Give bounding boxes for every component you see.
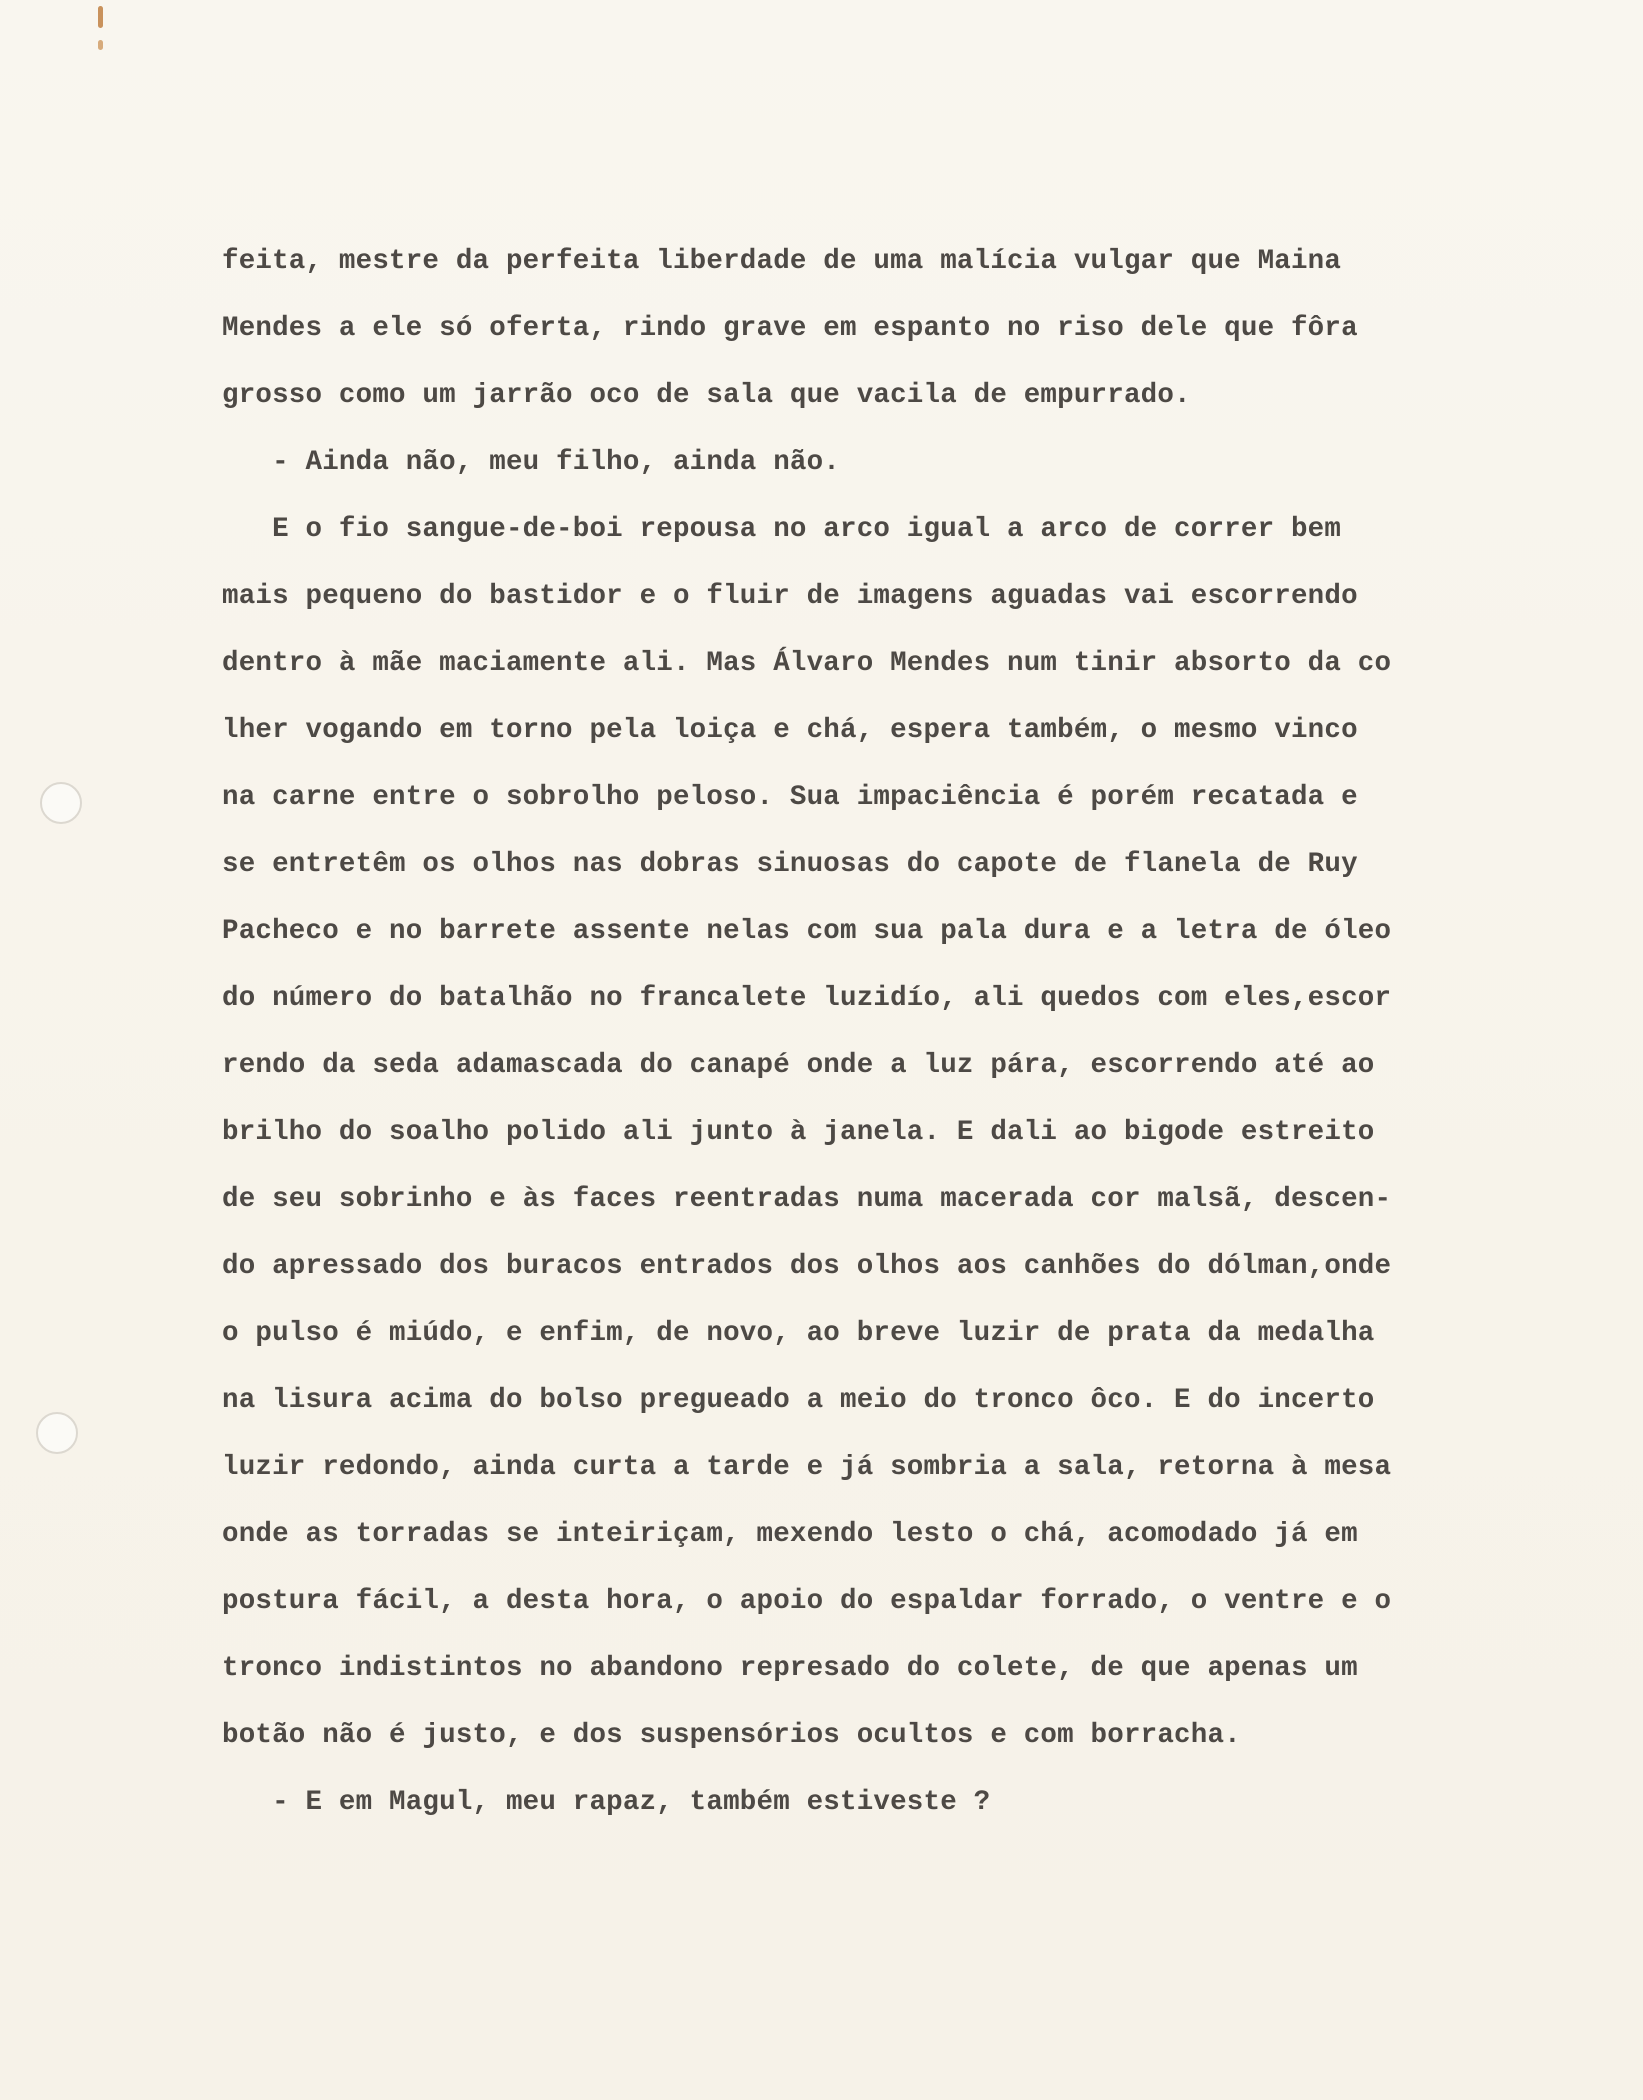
text-line: lher vogando em torno pela loiça e chá, espera também, o mesmo vinco — [222, 715, 1358, 746]
dialogue-line: - Ainda não, meu filho, ainda não. — [222, 447, 840, 478]
text-line: botão não é justo, e dos suspensórios ocultos e com borracha. — [222, 1720, 1241, 1751]
text-line: luzir redondo, ainda curta a tarde e já sombria a sala, retorna à mesa — [222, 1452, 1392, 1483]
text-line: postura fácil, a desta hora, o apoio do espaldar forrado, o ventre e o — [222, 1586, 1392, 1617]
text-line: na lisura acima do bolso pregueado a meio do tronco ôco. E do incerto — [222, 1385, 1375, 1416]
punch-hole — [40, 782, 82, 824]
body-text — [222, 228, 1462, 1836]
text-line: dentro à mãe maciamente ali. Mas Álvaro Mendes num tinir absorto da co — [222, 648, 1392, 679]
text-line: Pacheco e no barrete assente nelas com sua pala dura e a letra de óleo — [222, 916, 1392, 947]
text-line: brilho do soalho polido ali junto à janela. E dali ao bigode estreito — [222, 1117, 1375, 1148]
text-line: de seu sobrinho e às faces reentradas numa macerada cor malsã, descen- — [222, 1184, 1392, 1215]
text-line: rendo da seda adamascada do canapé onde a luz pára, escorrendo até ao — [222, 1050, 1375, 1081]
text-line: do número do batalhão no francalete luzidío, ali quedos com eles,escor — [222, 983, 1392, 1014]
text-line: grosso como um jarrão oco de sala que vacila de empurrado. — [222, 380, 1191, 411]
text-line: Mendes a ele só oferta, rindo grave em espanto no riso dele que fôra — [222, 313, 1358, 344]
text-line: feita, mestre da perfeita liberdade de uma malícia vulgar que Maina — [222, 246, 1342, 277]
text-line: na carne entre o sobrolho peloso. Sua impaciência é porém recatada e — [222, 782, 1358, 813]
text-line: do apressado dos buracos entrados dos olhos aos canhões do dólman,onde — [222, 1251, 1392, 1282]
punch-hole — [36, 1412, 78, 1454]
text-line: onde as torradas se inteiriçam, mexendo lesto o chá, acomodado já em — [222, 1519, 1358, 1550]
text-line: se entretêm os olhos nas dobras sinuosas do capote de flanela de Ruy — [222, 849, 1358, 880]
dialogue-line: - E em Magul, meu rapaz, também estiveste ? — [222, 1787, 991, 1818]
text-line: o pulso é miúdo, e enfim, de novo, ao breve luzir de prata da medalha — [222, 1318, 1375, 1349]
ink-mark — [95, 6, 105, 50]
paragraph-start-line: E o fio sangue-de-boi repousa no arco igual a arco de correr bem — [222, 514, 1342, 545]
text-line: tronco indistintos no abandono represado do colete, de que apenas um — [222, 1653, 1358, 1684]
text-line: mais pequeno do bastidor e o fluir de imagens aguadas vai escorrendo — [222, 581, 1358, 612]
